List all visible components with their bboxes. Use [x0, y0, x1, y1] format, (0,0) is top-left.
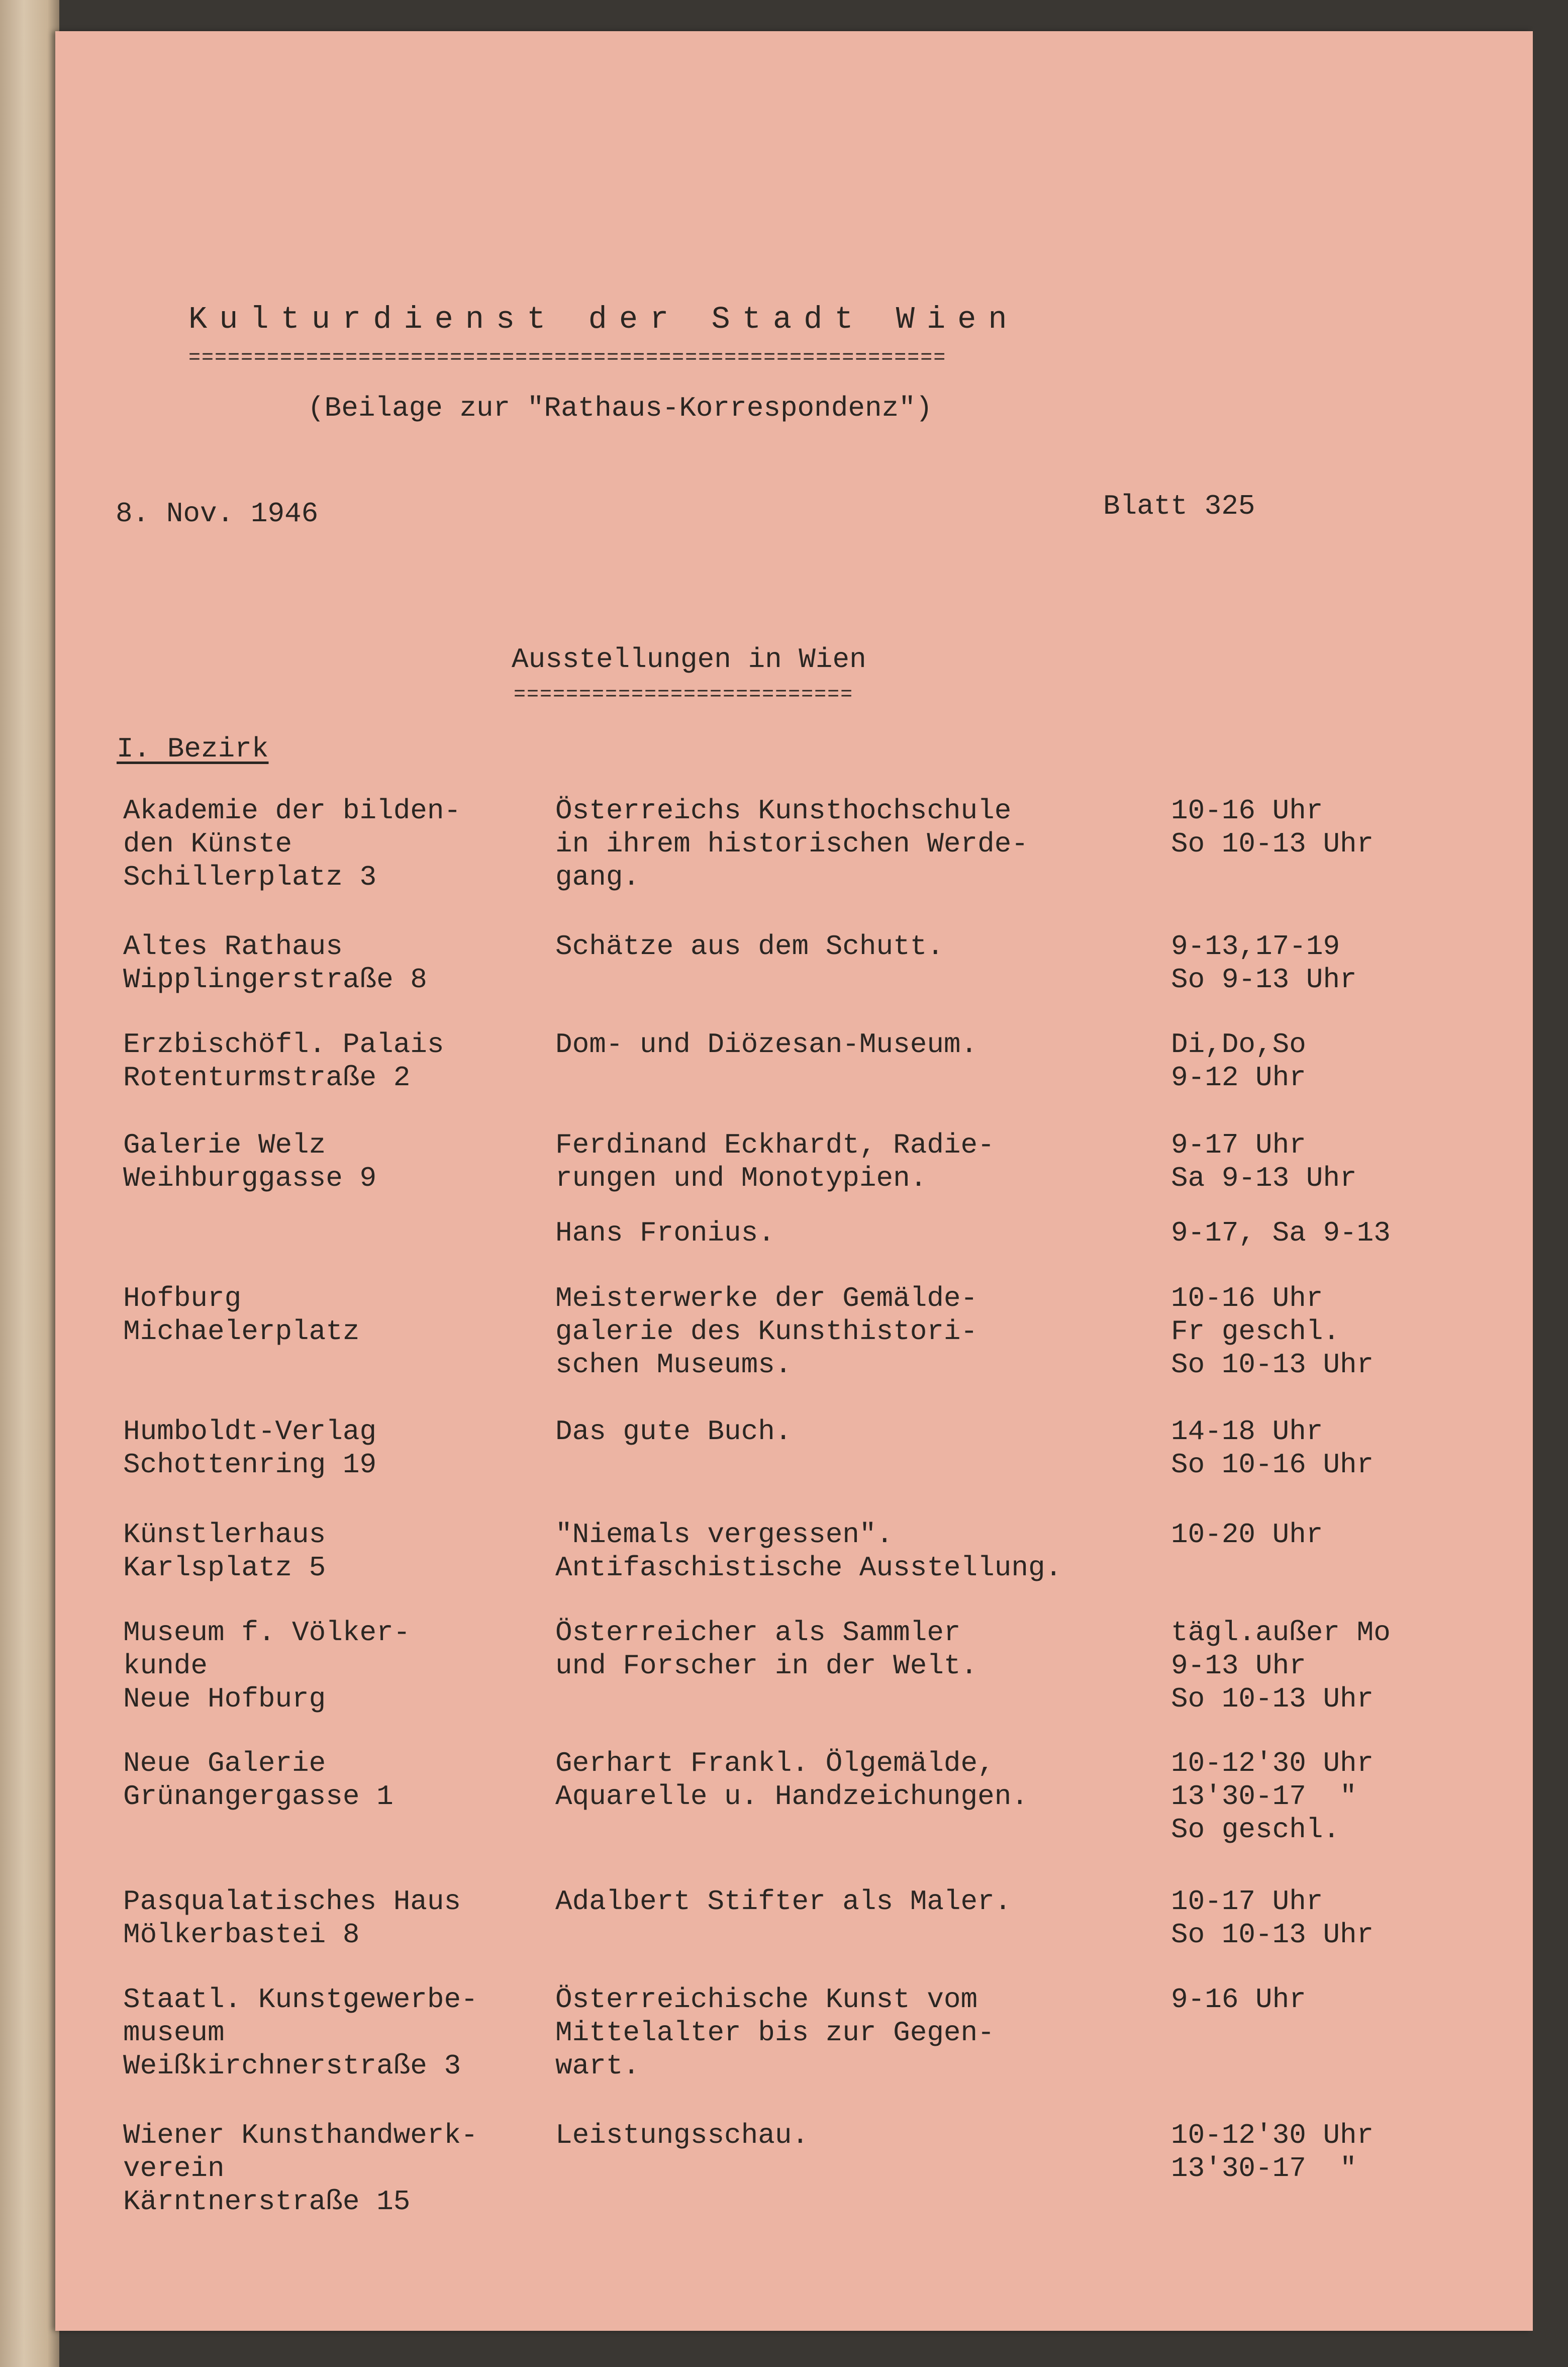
entry-exhibition — [555, 1747, 1028, 1813]
entry-venue-line: Staatl. Kunstgewerbe- — [123, 1983, 478, 2016]
entry-hours-line: tägl.außer Mo — [1171, 1617, 1391, 1649]
entry-venue — [123, 930, 427, 996]
entry-exhibition-line: Hans Fronius. — [555, 1217, 775, 1249]
entry-hours — [1171, 1616, 1391, 1716]
entry-hours-line: 10-16 Uhr — [1171, 795, 1323, 827]
entry-exhibition-line: gang. — [555, 861, 640, 893]
entry-exhibition-line: in ihrem historischen Werde- — [555, 828, 1028, 860]
entry-venue-line: Michaelerplatz — [123, 1315, 360, 1348]
entry-venue-line: Humboldt-Verlag — [123, 1415, 377, 1448]
sheet-number: Blatt 325 — [1103, 490, 1255, 522]
entry-hours-line: 9-16 Uhr — [1171, 1983, 1306, 2016]
entry-venue — [123, 794, 461, 894]
entry-venue-line: Wipplingerstraße 8 — [123, 964, 427, 996]
entry-hours — [1171, 1747, 1374, 1846]
entry-exhibition — [555, 1983, 995, 2082]
entry-hours-line: 10-17 Uhr — [1171, 1885, 1323, 1918]
entry-venue-line: Schottenring 19 — [123, 1449, 377, 1481]
entry-venue — [123, 1518, 326, 1584]
entry-hours-line: 9-13,17-19 — [1171, 930, 1340, 963]
entry-exhibition-line: galerie des Kunsthistori- — [555, 1315, 978, 1348]
entry-exhibition-line: rungen und Monotypien. — [555, 1162, 927, 1194]
entry-venue-line: Hofburg — [123, 1282, 242, 1314]
entry-exhibition-line: Österreichs Kunsthochschule — [555, 795, 1012, 827]
entry-hours-line: 9-13 Uhr — [1171, 1650, 1306, 1682]
entry-venue-line: Altes Rathaus — [123, 930, 343, 963]
entry-venue-line: Akademie der bilden- — [123, 795, 461, 827]
entry-exhibition — [555, 2119, 809, 2152]
entry-venue-line: Pasqualatisches Haus — [123, 1885, 461, 1918]
entry-venue-line: Neue Hofburg — [123, 1683, 326, 1715]
entry-hours-line: So 10-13 Uhr — [1171, 1919, 1374, 1951]
entry-exhibition — [555, 1282, 977, 1381]
entry-exhibition-line: und Forscher in der Welt. — [555, 1650, 978, 1682]
entry-venue-line: Wiener Kunsthandwerk- — [123, 2119, 478, 2151]
scan-background — [1533, 20, 1568, 2367]
entry-hours — [1171, 1415, 1374, 1481]
entry-venue-line: kunde — [123, 1650, 208, 1682]
entry-hours-line: Sa 9-13 Uhr — [1171, 1162, 1357, 1194]
entry-hours-line: So 10-16 Uhr — [1171, 1449, 1374, 1481]
entry-hours — [1171, 1518, 1323, 1551]
entry-venue-line: den Künste — [123, 828, 292, 860]
entry-hours-line: 13'30-17 " — [1171, 1780, 1357, 1813]
entry-venue-line: Karlsplatz 5 — [123, 1552, 326, 1584]
entry-venue-line: Museum f. Völker- — [123, 1617, 411, 1649]
entry-hours-line: 13'30-17 " — [1171, 2152, 1357, 2185]
entry-hours — [1171, 794, 1374, 861]
entry-exhibition — [555, 1028, 977, 1061]
entry-hours-line: 10-12'30 Uhr — [1171, 2119, 1374, 2151]
entry-exhibition-line: schen Museums. — [555, 1349, 792, 1381]
section-rule: ========================== — [514, 684, 854, 706]
entry-exhibition-line: Aquarelle u. Handzeichungen. — [555, 1780, 1028, 1813]
entry-hours-line: So 9-13 Uhr — [1171, 964, 1357, 996]
entry-venue — [123, 1028, 444, 1094]
entry-exhibition-line: Das gute Buch. — [555, 1415, 792, 1448]
entry-hours-line: 10-12'30 Uhr — [1171, 1747, 1374, 1779]
entry-venue-line: Rotenturmstraße 2 — [123, 1062, 411, 1094]
entry-hours — [1171, 1983, 1306, 2016]
entry-hours-line: 10-16 Uhr — [1171, 1282, 1323, 1314]
entry-venue-line: Erzbischöfl. Palais — [123, 1028, 444, 1061]
entry-venue — [123, 1282, 359, 1348]
entry-hours-line: So 10-13 Uhr — [1171, 1349, 1374, 1381]
entry-hours — [1171, 930, 1357, 996]
entry-hours — [1171, 1028, 1306, 1094]
entry-exhibition-line: Schätze aus dem Schutt. — [555, 930, 944, 963]
entry-exhibition — [555, 930, 944, 963]
entry-venue-line: Neue Galerie — [123, 1747, 326, 1779]
entry-exhibition — [555, 794, 1028, 894]
entry-hours-line: 9-17, Sa 9-13 — [1171, 1217, 1391, 1249]
entry-exhibition-line: Mittelalter bis zur Gegen- — [555, 2017, 995, 2049]
header-rule: ========================================================== — [188, 347, 947, 369]
entry-exhibition-line: Österreichische Kunst vom — [555, 1983, 978, 2016]
header-title: Kulturdienst der Stadt Wien — [188, 302, 1019, 337]
entry-venue-line: Galerie Welz — [123, 1129, 326, 1161]
entry-hours-line: So 10-13 Uhr — [1171, 1683, 1374, 1715]
entry-venue-line: Künstlerhaus — [123, 1519, 326, 1551]
binding-strip — [0, 0, 59, 2367]
entry-hours-line: Di,Do,So — [1171, 1028, 1306, 1061]
entry-hours-line: 9-12 Uhr — [1171, 1062, 1306, 1094]
entry-exhibition — [555, 1128, 995, 1195]
entry-exhibition — [555, 1616, 977, 1682]
entry-exhibition — [555, 1885, 1011, 1918]
entry-exhibition-line: "Niemals vergessen". — [555, 1519, 894, 1551]
entry-hours-line: So 10-13 Uhr — [1171, 828, 1374, 860]
entry-venue-line: Mölkerbastei 8 — [123, 1919, 360, 1951]
entry-venue-line: museum — [123, 2017, 225, 2049]
entry-exhibition-line: Adalbert Stifter als Maler. — [555, 1885, 1012, 1918]
entry-hours — [1171, 2119, 1374, 2185]
entry-hours-line: 14-18 Uhr — [1171, 1415, 1323, 1448]
entry-venue — [123, 1616, 410, 1716]
entry-venue-line: Weihburggasse 9 — [123, 1162, 377, 1194]
entry-venue — [123, 1415, 376, 1481]
entry-venue-line: Kärntnerstraße 15 — [123, 2186, 411, 2218]
entry-exhibition-line: wart. — [555, 2050, 640, 2082]
entry-exhibition-line: Meisterwerke der Gemälde- — [555, 1282, 978, 1314]
entry-hours-line: So geschl. — [1171, 1814, 1340, 1846]
entry-venue — [123, 1747, 394, 1813]
entry-hours — [1171, 1282, 1374, 1381]
entry-hours — [1171, 1216, 1391, 1250]
entry-venue — [123, 1885, 461, 1951]
header-subtitle: (Beilage zur "Rathaus-Korrespondenz") — [308, 392, 933, 424]
entry-venue-line: Grünangergasse 1 — [123, 1780, 394, 1813]
entry-venue — [123, 2119, 478, 2218]
entry-venue — [123, 1983, 478, 2082]
entry-venue-line: verein — [123, 2152, 225, 2185]
entry-venue-line: Weißkirchnerstraße 3 — [123, 2050, 461, 2082]
document-date: 8. Nov. 1946 — [116, 498, 319, 530]
entry-exhibition-line: Dom- und Diözesan-Museum. — [555, 1028, 978, 1061]
entry-exhibition — [555, 1518, 1062, 1584]
entry-hours-line: 10-20 Uhr — [1171, 1519, 1323, 1551]
entry-hours-line: Fr geschl. — [1171, 1315, 1340, 1348]
entry-exhibition-line: Gerhart Frankl. Ölgemälde, — [555, 1747, 995, 1779]
entry-exhibition — [555, 1415, 792, 1448]
entry-exhibition — [555, 1216, 775, 1250]
district-heading: I. Bezirk — [117, 733, 269, 765]
entry-hours — [1171, 1885, 1374, 1951]
entry-exhibition-line: Ferdinand Eckhardt, Radie- — [555, 1129, 995, 1161]
section-title: Ausstellungen in Wien — [512, 643, 866, 676]
entry-venue-line: Schillerplatz 3 — [123, 861, 377, 893]
entry-hours — [1171, 1128, 1357, 1195]
entry-exhibition-line: Österreicher als Sammler — [555, 1617, 961, 1649]
entry-exhibition-line: Antifaschistische Ausstellung. — [555, 1552, 1062, 1584]
entry-hours-line: 9-17 Uhr — [1171, 1129, 1306, 1161]
entry-exhibition-line: Leistungsschau. — [555, 2119, 809, 2151]
entry-venue — [123, 1128, 376, 1195]
